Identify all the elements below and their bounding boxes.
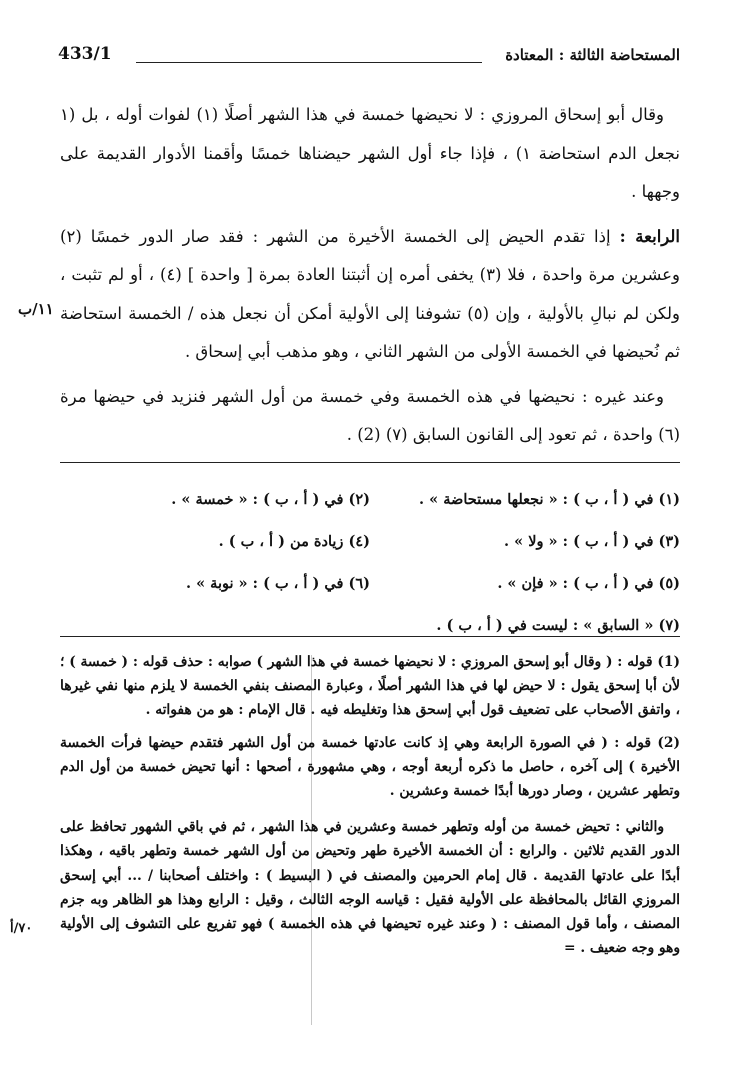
commentary-notes: [60, 650, 680, 968]
commentary-continuation: والثاني : تحيض خمسة من أوله وتطهر خمسة وعشرين في هذا الشهر ، ثم في باقي الشهور تحافظ على الدور القديم ثلاثين . والرابع : أن الخمسة الأخيرة طهر وتحيض من أول الشهر خمسة وتطهر باقيه ، وهكذا أبدًا على عادتها القديمة . قال إمام الحرمين والمصنف في ( البسيط ) : واختلف أصحابنا / ... أبي إسحق المروزي القائل بالمحافظة على الأولية فقيل : قياسه الوجه الثالث ، وقيل : الرابع وهذا هو الظاهر وبه جزم المصنف ، وأما قول المصنف : ( وعند غيره تحيضها في هذه الخمسة ) فهو تفريع على التشوف إلى الأولية وهو وجه ضعيف . =: [60, 819, 680, 957]
main-text: [60, 96, 680, 455]
footnote-row: [60, 520, 680, 562]
folio-margin-note: ١١/ب: [18, 300, 54, 318]
commentary-separator: [60, 636, 680, 637]
variant-footnotes: [60, 478, 680, 646]
footnote-row: [60, 478, 680, 520]
footnote-7: (٧) « السابق » : ليست في ( أ ، ب ) .: [436, 616, 680, 634]
manuscript-margin-note: ٧٠/أ: [10, 921, 33, 936]
footnote-6: (٦) في ( أ ، ب ) : « نوبة » .: [185, 574, 370, 592]
header-rule: [136, 62, 482, 63]
footnote-4: (٤) زيادة من ( أ ، ب ) .: [218, 532, 370, 550]
commentary-note-2: (2) قوله : ( في الصورة الرابعة وهي إذ كانت عادتها خمسة من أول الشهر فتقدم حيضها فرأت الخمسة الأخيرة ) إلى آخره ، حاصل ما ذكره أربعة أوجه ، وهي مشهورة ، أصحها : أنها تحيض خمسة من أول الدم وتطهر عشرين ، وصار دورها أبدًا خمسة وعشرين .: [60, 734, 680, 800]
footnote-row: [60, 562, 680, 604]
footnote-row: [60, 604, 680, 646]
footnote-5: (٥) في ( أ ، ب ) : « فإن » .: [497, 574, 680, 592]
paragraph-1: وقال أبو إسحاق المروزي : لا نحيضها خمسة في هذا الشهر أصلًا (١) لفوات أوله ، بل (١ نجعل الدم استحاضة ١) ، فإذا جاء أول الشهر حيضناها خمسًا وأقمنا الأدوار القديمة على وجهها .: [60, 105, 681, 201]
footnote-1: (١) في ( أ ، ب ) : « نجعلها مستحاضة » .: [419, 490, 680, 508]
paragraph-2: الرابعة : إذا تقدم الحيض إلى الخمسة الأخيرة من الشهر : فقد صار الدور خمسًا (٢) وعشرين مرة واحدة ، فلا (٣) يخفى أمره إن أثبتنا العادة بمرة [ واحدة ] (٤) ، أو لم تثبت ، ولكن لم نبالِ بالأولية ، وإن (٥) تشوفنا إلى الأولية أمكن أن نجعل هذه / الخمسة استحاضة ثم نُحيضها في الخمسة الأولى من الشهر الثاني ، وهو مذهب أبي إسحاق .: [60, 226, 680, 361]
paragraph-3: وعند غيره : نحيضها في هذه الخمسة وفي خمسة من أول الشهر فنزيد في حيضها مرة (٦) واحدة ، ثم تعود إلى القانون السابق (٧) (2) .: [60, 386, 680, 444]
chapter-title: المستحاضة الثالثة : المعتادة: [505, 46, 680, 64]
footnote-separator: [60, 462, 680, 463]
commentary-note-1: (1) قوله : ( وقال أبو إسحق المروزي : لا نحيضها خمسة في هذا الشهر ) صوابه : حذف قوله : ( خمسة ) ؛ لأن أبا إسحق يقول : لا حيض لها في هذا الشهر أصلًا ، وعبارة المصنف بنفي الخمسة لا يلزم منها نفي غيرها ، واتفق الأصحاب على تضعيف قول أبي إسحق هذا وتغليطه فيه . قال الإمام : هو من هفواته .: [60, 654, 680, 719]
running-header: [58, 46, 680, 74]
page-number: 433/1: [58, 44, 112, 64]
section-lead: الرابعة :: [619, 226, 680, 246]
footnote-2: (٢) في ( أ ، ب ) : « خمسة » .: [171, 490, 370, 508]
continuation-mark: =: [563, 940, 576, 957]
footnote-3: (٣) في ( أ ، ب ) : « ولا » .: [504, 532, 680, 550]
